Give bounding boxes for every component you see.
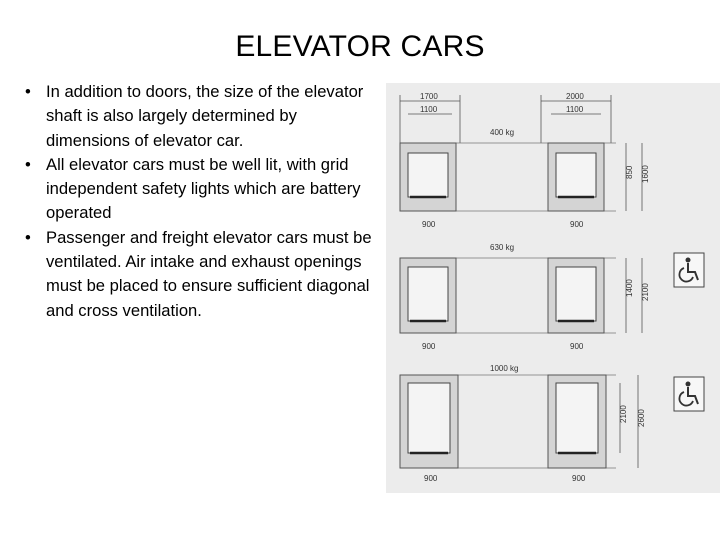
car-depth-dim: 2100 <box>619 405 628 423</box>
bullet-text: In addition to doors, the size of the elevator shaft is also largely determined by dimensions of elevator car. <box>46 82 364 150</box>
elevator-car <box>556 267 596 321</box>
elevator-car <box>556 153 596 197</box>
bullet-item <box>22 226 384 323</box>
bullet-glyph: • <box>25 82 31 101</box>
row-630kg <box>400 243 650 351</box>
capacity-label: 630 kg <box>490 243 515 252</box>
bullet-glyph: • <box>25 154 31 174</box>
wheelchair-icon <box>674 377 704 411</box>
door-width-left: 900 <box>422 220 436 229</box>
door-width-left: 900 <box>422 342 436 351</box>
elevator-car <box>408 267 448 321</box>
car-depth-dim: 1400 <box>625 279 634 297</box>
bullet-text: All elevator cars must be well lit, with grid independent safety lights which are battery operated <box>46 154 361 223</box>
bullet-glyph: • <box>25 227 31 247</box>
bullet-text: Passenger and freight elevator cars must be ventilated. Air intake and exhaust openings must be placed to ensure sufficient diagonal and cross ventilation. <box>46 227 372 320</box>
dim-left-outer: 1700 <box>420 92 438 101</box>
shaft-depth-dim: 2600 <box>637 409 646 427</box>
bullet-list <box>22 80 384 323</box>
door-width-right: 900 <box>570 342 584 351</box>
elevator-car <box>556 383 598 453</box>
door-width-left: 900 <box>424 474 438 483</box>
wheelchair-icon <box>674 253 704 287</box>
car-depth-dim: 850 <box>625 165 634 179</box>
capacity-label: 400 kg <box>490 128 515 137</box>
elevator-car <box>408 153 448 197</box>
row-1000kg <box>400 364 646 483</box>
dim-right-inner: 1100 <box>566 105 584 114</box>
door-width-right: 900 <box>572 474 586 483</box>
bullet-item <box>22 153 384 226</box>
dim-right-outer: 2000 <box>566 92 584 101</box>
elevator-car <box>408 383 450 453</box>
shaft-depth-dim: 2100 <box>641 283 650 301</box>
dim-left-inner: 1100 <box>420 105 438 114</box>
door-width-right: 900 <box>570 220 584 229</box>
elevator-plan-svg <box>386 83 720 493</box>
capacity-label: 1000 kg <box>490 364 519 373</box>
elevator-plan-diagram <box>386 83 720 493</box>
bullet-item <box>22 80 384 153</box>
slide-title: ELEVATOR CARS <box>235 30 485 63</box>
shaft-depth-dim: 1600 <box>641 165 650 183</box>
